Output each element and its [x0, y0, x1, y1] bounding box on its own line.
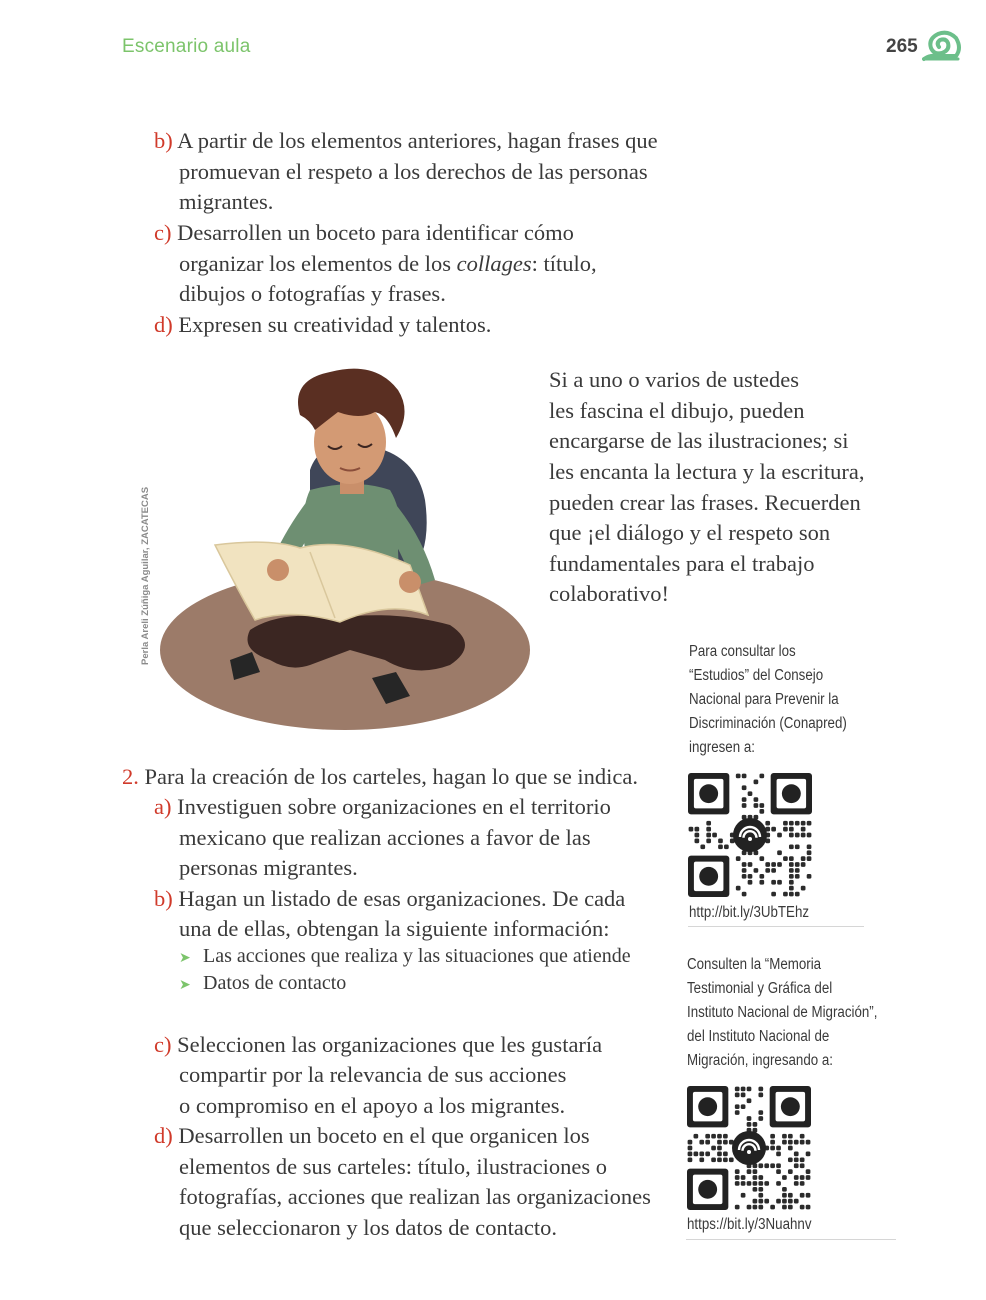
item2a-line3: personas migrantes. [179, 855, 358, 880]
divider [688, 926, 864, 927]
page-number: 265 [886, 36, 918, 57]
aside-line-2: les fascina el dibujo, pueden [549, 398, 805, 423]
item-b-line1: b) A partir de los elementos anteriores, hagan frases que [154, 128, 658, 153]
item-d-line: d) Expresen su creatividad y talentos. [154, 312, 492, 337]
qr-code-inm[interactable] [687, 1086, 811, 1210]
illustration-credit: Perla Areli Zúñiga Aguilar, ZACATECAS [140, 486, 151, 665]
snail-icon [922, 28, 962, 62]
part2-intro: 2. Para la creación de los carteles, hagan lo que se indica. [122, 764, 639, 789]
item2d-line3: fotografías, acciones que realizan las organizaciones [179, 1184, 651, 1209]
bullet-item-1: ➤ Las acciones que realiza y las situaciones que atiende [179, 943, 631, 972]
item2c-line1: c) Seleccionen las organizaciones que les gustaría [154, 1032, 603, 1057]
section-title: Escenario aula [122, 36, 251, 57]
aside-line-4: les encanta la lectura y la escritura, [549, 459, 865, 484]
bullet-item-2: ➤ Datos de contacto [179, 970, 346, 999]
item2a-line1: a) Investiguen sobre organizaciones en el territorio [154, 794, 611, 819]
sidebar-box1-text: Para consultar los “Estudios” del Consejo Nacional para Prevenir la Discriminación (Conapred) ingresen a: [689, 643, 847, 756]
item-c-line3: dibujos o fotografías y frases. [179, 281, 446, 306]
item2d-line2: elementos de sus carteles: título, ilustraciones o [179, 1154, 608, 1179]
divider [686, 1239, 896, 1240]
item2b-line2: una de ellas, obtengan la siguiente información: [179, 916, 610, 941]
arrow-bullet-icon: ➤ [179, 951, 191, 966]
qr-code-conapred[interactable] [688, 773, 812, 897]
link-conapred[interactable]: http://bit.ly/3UbTEhz [689, 904, 810, 921]
item-c-line1: c) Desarrollen un boceto para identificar cómo [154, 220, 574, 245]
aside-line-7: fundamentales para el trabajo [549, 551, 815, 576]
aside-line-5: pueden crear las frases. Recuerden [549, 490, 861, 515]
arrow-bullet-icon: ➤ [179, 978, 191, 993]
item2c-line3: o compromiso en el apoyo a los migrantes. [179, 1093, 566, 1118]
item2c-line2: compartir por la relevancia de sus acciones [179, 1062, 567, 1087]
item-b-line3: migrantes. [179, 189, 274, 214]
link-inm[interactable]: https://bit.ly/3Nuahnv [687, 1216, 812, 1233]
aside-line-1: Si a uno o varios de ustedes [549, 367, 799, 392]
item2a-line2: mexicano que realizan acciones a favor de las [179, 825, 591, 850]
aside-line-8: colaborativo! [549, 581, 669, 606]
aside-line-3: encargarse de las ilustraciones; si [549, 428, 849, 453]
item-c-line2: organizar los elementos de los collages: título, [179, 251, 597, 276]
student-reading-map-illustration [160, 360, 540, 740]
sidebar-box2-text: Consulten la “Memoria Testimonial y Gráfica del Instituto Nacional de Migración”, del Instituto Nacional de Migración, ingresando a: [687, 956, 878, 1069]
item2b-line1: b) Hagan un listado de esas organizaciones. De cada [154, 886, 626, 911]
item2d-line4: que seleccionaron y los datos de contacto. [179, 1215, 557, 1240]
aside-line-6: que ¡el diálogo y el respeto son [549, 520, 831, 545]
item2d-line1: d) Desarrollen un boceto en el que organicen los [154, 1123, 590, 1148]
item-b-line2: promuevan el respeto a los derechos de las personas [179, 159, 648, 184]
